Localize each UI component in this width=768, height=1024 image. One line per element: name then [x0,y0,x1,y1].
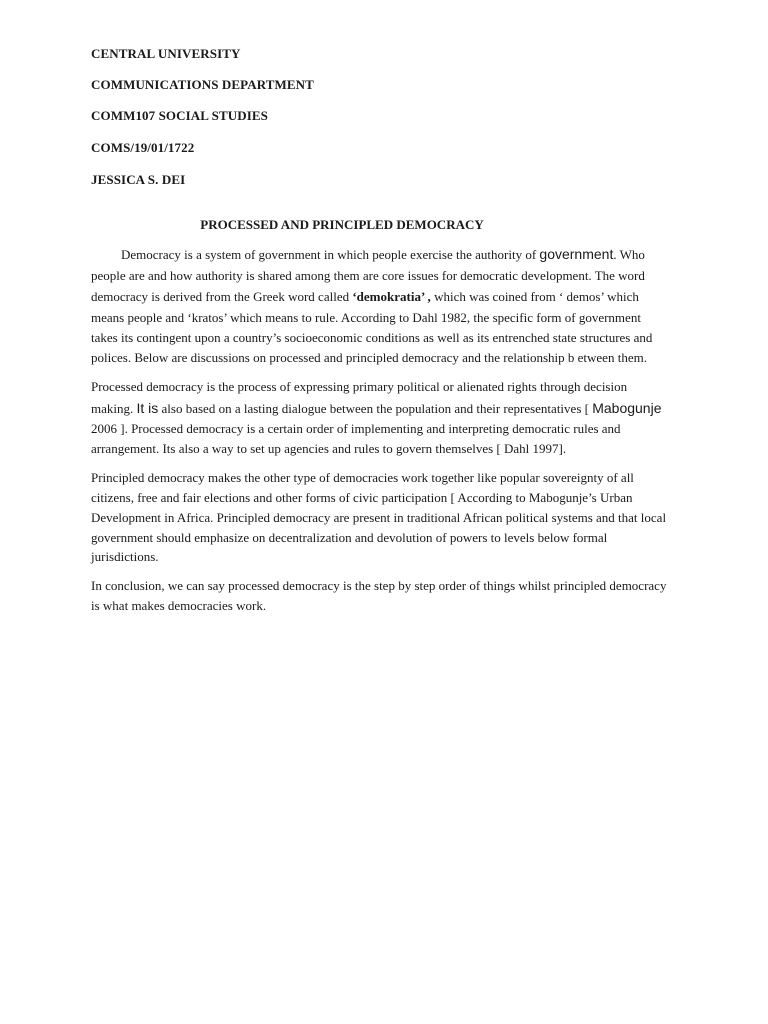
paragraph-line: Development in Africa. Principled democracy are present in traditional African political systems and that local [91,510,667,525]
paragraph-line: means people and ‘kratos’ which means to rule. According to Dahl 1982, the specific form of government [91,310,641,325]
greek-term: ‘demokratia’ , [352,289,431,304]
course-name: COMM107 SOCIAL STUDIES [91,108,269,123]
paragraph-line: 2006 ]. Processed democracy is a certain order of implementing and interpreting democratic rules and [91,421,621,436]
paragraph-line: polices. Below are discussions on processed and principled democracy and the relationship b etween them. [91,350,647,365]
text-span: Democracy is a system of government in which people exercise the authority of [121,247,540,262]
paragraph-line [91,289,639,309]
paragraph-line: government should emphasize on decentralization and devolution of powers to levels below formal [91,530,608,545]
paragraph-line: jurisdictions. [91,549,159,564]
document-title: PROCESSED AND PRINCIPLED DEMOCRACY [200,217,484,232]
university-name: CENTRAL UNIVERSITY [91,46,241,61]
department-name: COMMUNICATIONS DEPARTMENT [91,77,314,92]
paragraph-line: Principled democracy makes the other type of democracies work together like popular sovereignty of all [91,470,634,485]
text-span: government [539,246,614,262]
text-span: democracy is derived from the Greek word called [91,289,353,304]
paragraph-line [91,400,661,420]
paragraph-line: arrangement. Its also a way to set up agencies and rules to govern themselves [ Dahl 1997]. [91,441,567,456]
paragraph-line [121,246,645,266]
text-span: also based on a lasting dialogue between the population and their representatives [ [158,401,593,416]
paragraph-line: takes its contingent upon a country’s socioeconomic conditions as well as its entrenched state structures and [91,330,653,345]
paragraph-line: people are and how authority is shared among them are core issues for democratic development. The word [91,268,645,283]
paragraph-line: In conclusion, we can say processed democracy is the step by step order of things whilst principled democracy [91,578,667,593]
text-span: making. [91,401,137,416]
text-span: . Who [613,247,645,262]
paragraph-line: is what makes democracies work. [91,598,267,613]
student-name: JESSICA S. DEI [91,172,186,187]
paragraph-line: citizens, free and fair elections and other forms of civic participation [ According to Mabogunje’s Urban [91,490,633,505]
paragraph-line: Processed democracy is the process of expressing primary political or alienated rights through decision [91,379,628,394]
text-span: Mabogunje [592,400,662,416]
text-span: It is [136,400,159,416]
student-id: COMS/19/01/1722 [91,140,195,155]
text-span: which was coined from ‘ demos’ which [430,289,639,304]
